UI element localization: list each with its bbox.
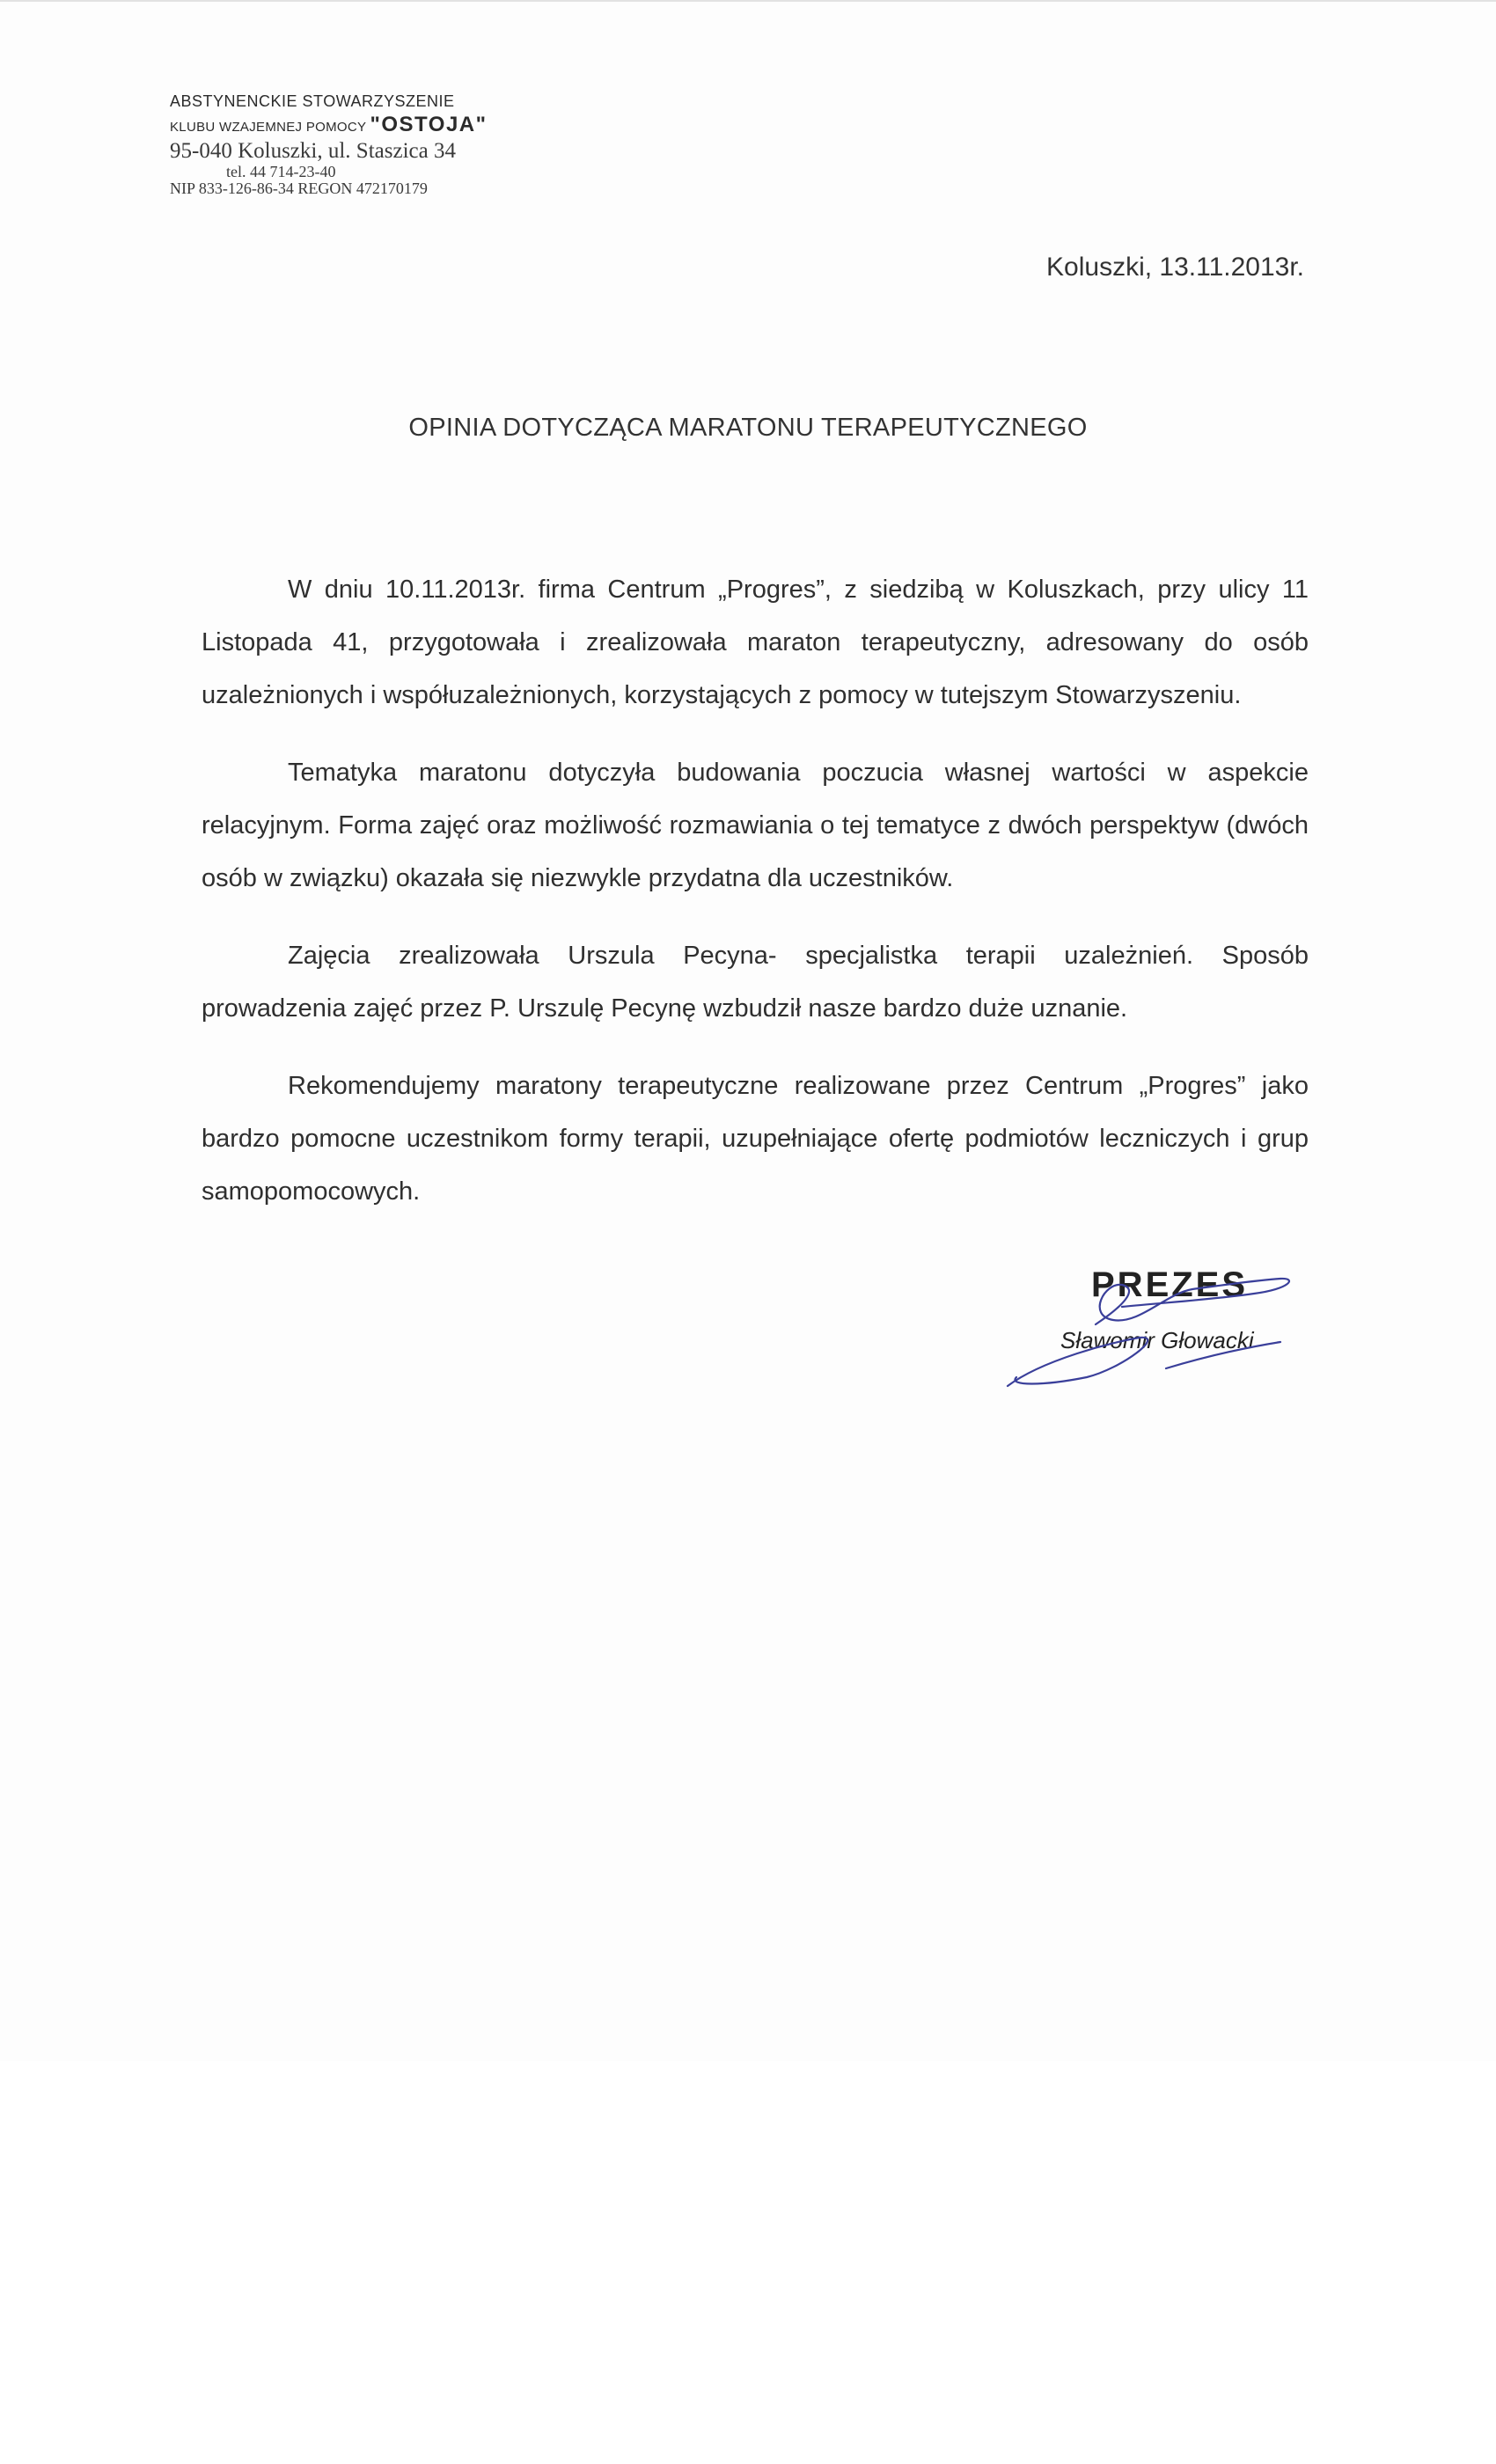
org-name-line2: [170, 113, 522, 137]
paragraph-1: W dniu 10.11.2013r. firma Centrum „Progres”, z siedzibą w Koluszkach, przy ulicy 11 Listopada 41, przygotowała i zrealizowała maraton terapeutyczny, adresowany do osób uzależnionych i współuzależnionych, korzystających z pomocy w tutejszym Stowarzyszeniu.: [202, 576, 1309, 709]
org-phone: tel. 44 714-23-40: [226, 163, 336, 180]
signature-graphic: [990, 1254, 1324, 1395]
org-name-ostoja: "OSTOJA": [370, 113, 488, 136]
stamp-name-text: Sławomir Głowacki: [1060, 1327, 1254, 1353]
stamp-title-text: PREZES: [1091, 1265, 1249, 1304]
org-tax-ids: NIP 833-126-86-34 REGON 472170179: [170, 180, 428, 197]
paragraph-4: Rekomendujemy maratony terapeutyczne realizowane przez Centrum „Progres” jako bardzo pomocne uczestnikom formy terapii, uzupełniające ofertę podmiotów leczniczych i grup samopomocowych.: [202, 1072, 1309, 1206]
org-name-line1: ABSTYNENCKIE STOWARZYSZENIE: [170, 92, 455, 110]
page-margin-below: [0, 2061, 1496, 2464]
org-name-prefix: KLUBU WZAJEMNEJ POMOCY: [170, 120, 367, 135]
signature-stamp: [990, 1254, 1324, 1395]
letter-body: [202, 563, 1309, 1243]
org-address: 95-040 Koluszki, ul. Staszica 34: [170, 139, 456, 163]
organization-stamp: [170, 92, 522, 198]
letter-date: Koluszki, 13.11.2013r.: [1046, 253, 1304, 282]
paragraph-3: Zajęcia zrealizowała Urszula Pecyna- specjalistka terapii uzależnień. Sposób prowadzenia zajęć przez P. Urszulę Pecynę wzbudził nasze bardzo duże uznanie.: [202, 942, 1309, 1023]
document-title: OPINIA DOTYCZĄCA MARATONU TERAPEUTYCZNEGO: [408, 414, 1088, 442]
paragraph-2: Tematyka maratonu dotyczyła budowania poczucia własnej wartości w aspekcie relacyjnym. Forma zajęć oraz możliwość rozmawiania o tej tematyce z dwóch perspektyw (dwóch osób w związku) okazała się niezwykle przydatna dla uczestników.: [202, 759, 1309, 892]
